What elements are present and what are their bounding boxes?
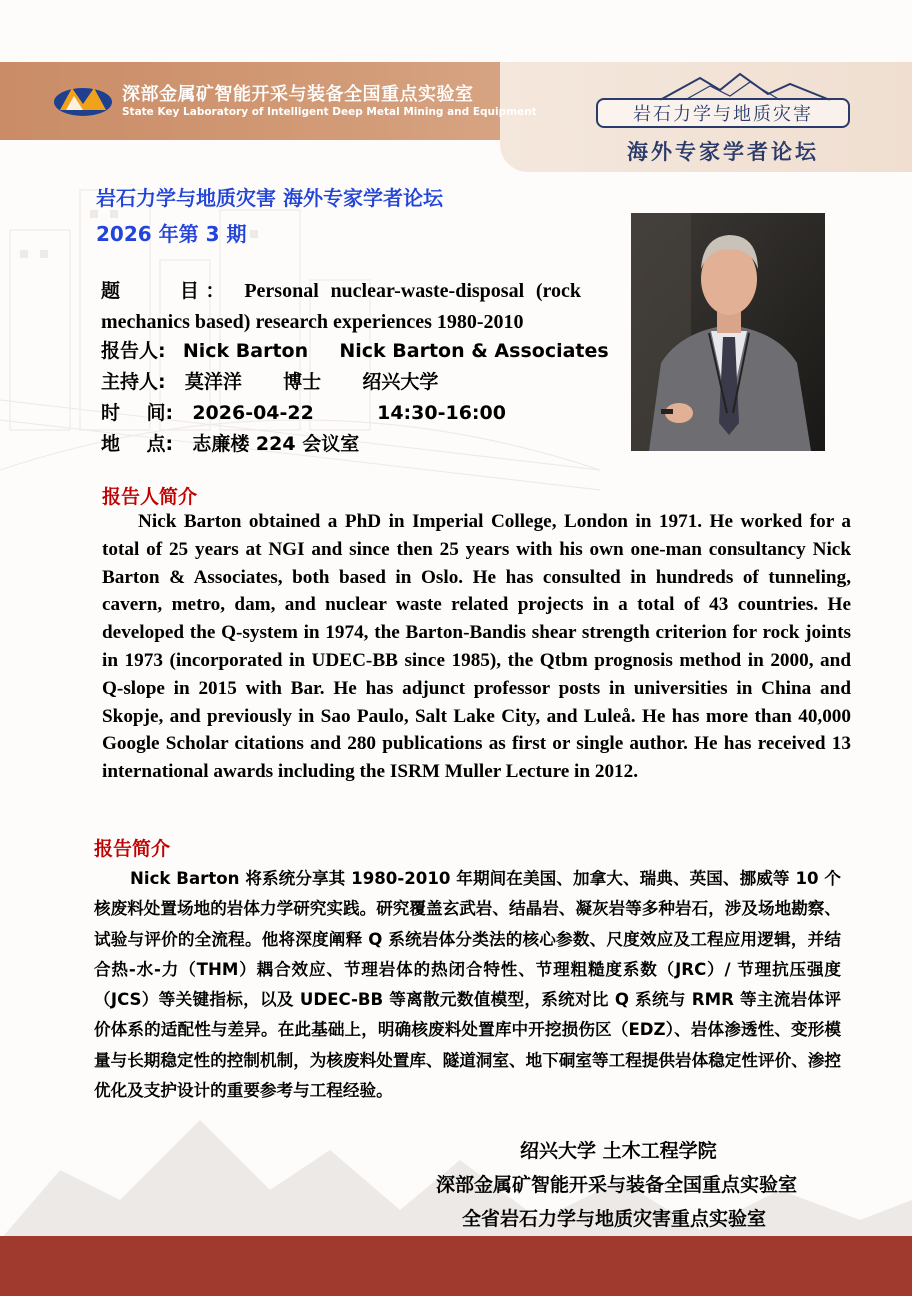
bio-heading: 报告人简介 [102,486,198,508]
host-row [101,367,581,394]
bio-text: Nick Barton obtained a PhD in Imperial College, London in 1971. He worked for a total of 25 years at NGI and since then 25 years with his own one-man consultancy Nick Barton & Associates, both based in Oslo. He has consulted in hundreds of tunneling, cavern, metro, dam, and nuclear waste related projects in a total of 43 countries. He developed the Q-system in 1974, the Barton-Bandis shear strength criterion for rock joints in 1973 (incorporated in UDEC-BB since 1985), the Qtbm prognosis method in 2000, and Q-slope in 2015 with Bar. He has adjunct professor posts in universities in China and Skopje, and previously in Sao Paulo, Salt Lake City, and Luleå. He has more than 40,000 Google Scholar citations and 280 publications as first or single author. He has received 13 international awards including the ISRM Muller Lecture in 2012. [102,511,851,783]
lab-name-cn: 深部金属矿智能开采与装备全国重点实验室 [122,84,474,105]
speaker-row [101,336,609,363]
footer-band [0,1236,912,1296]
abstract-text: Nick Barton 将系统分享其 1980-2010 年期间在美国、加拿大、瑞典、英国、挪威等 10 个核废料处置场地的岩体力学研究实践。研究覆盖玄武岩、结晶岩、凝灰岩等多种岩石，涉及场地勘察、试验与评价的全流程。他将深度阐释 Q 系统岩体分类法的核心参数、尺度效应及工程应用逻辑，并结合热-水-力（THM）耦合效应、节理岩体的热闭合特性、节理粗糙度系数（JRC）/ 节理抗压强度（JCS）等关键指标，以及 UDEC-BB 等离散元数值模型，系统对比 Q 系统与 RMR 等主流岩体评价体系的适配性与差异。在此基础上，明确核废料处置库中开挖损伤区（EDZ）、岩体渗透性、变形模量与长期稳定性的控制机制，为核废料处置库、隧道洞室、地下硐室等工程提供岩体稳定性评价、渗控优化及支护设计的重要参考与工程经验。 [94,869,841,1101]
badge-title: 岩石力学与地质灾害 [596,98,850,128]
organizer-3: 全省岩石力学与地质灾害重点实验室 [462,1208,767,1230]
badge-subtitle: 海外专家学者论坛 [627,140,819,164]
topic-line-2: mechanics based) research experiences 1980-2010 [101,311,524,333]
place-row [101,429,581,456]
talk-topic [101,276,581,338]
place-label: 地 点: [101,433,174,455]
forum-title: 岩石力学与地质灾害 海外专家学者论坛 [96,186,443,210]
time-label: 时 间: [101,402,174,424]
host-title: 博士 [283,371,322,393]
time-row [101,398,581,425]
organizer-1: 绍兴大学 土木工程学院 [520,1140,717,1162]
speaker-name: Nick Barton [182,340,309,362]
abstract-heading: 报告简介 [94,838,171,860]
topic-line-1: Personal nuclear-waste-disposal (rock [244,280,581,302]
speaker-org: Nick Barton & Associates [339,340,609,362]
talk-date: 2026-04-22 [192,402,314,424]
topic-label: 题 目： [101,280,232,302]
host-name: 莫洋洋 [184,371,242,393]
host-label: 主持人: [101,371,166,393]
host-org: 绍兴大学 [362,371,439,393]
talk-time: 14:30-16:00 [377,402,506,424]
lab-logo-icon [52,80,114,120]
speaker-label: 报告人: [101,340,166,362]
speaker-portrait [631,213,825,451]
lab-name-en: State Key Laboratory of Intelligent Deep Metal Mining and Equipment [122,106,537,118]
organizer-2: 深部金属矿智能开采与装备全国重点实验室 [436,1174,798,1196]
forum-issue: 2026 年第 3 期 [96,222,247,246]
talk-place: 志廉楼 224 会议室 [192,433,360,455]
